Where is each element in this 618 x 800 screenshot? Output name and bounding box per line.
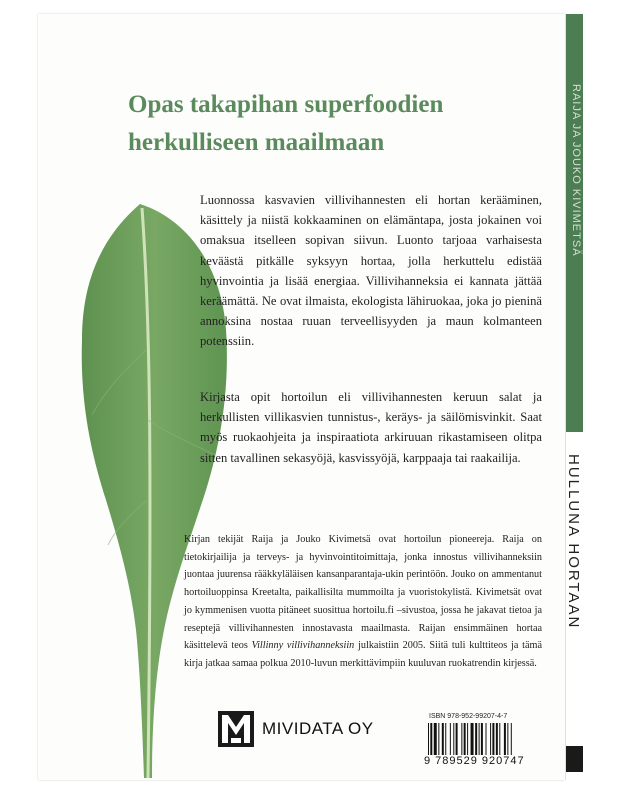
barcode-image bbox=[426, 723, 540, 755]
author-bio-text: Kirjan tekijät Raija ja Jouko Kivimetsä ovat hortoilun pioneereja. Raija on tietokirjailija ja terveys- ja hyvinvointitoimittaja, jonka innostus villivihanneksiin juontaa juurensa rääkkyläläisen kansanparantaja-ukin perintöön. Jouko on ammentanut hortoiluoppinsa Kreetalta, paikallisilta mummoilta ja vuoristokylistä. Kivimetsät ovat jo kymmenisen vuotta pitäneet suosittua hortoilu.fi –sivustoa, jossa he jakavat tietoa ja reseptejä villivihannesten innostavasta maailmasta. Raijan ensimmäinen hortaa käsittelevä teos bbox=[184, 534, 542, 652]
description-paragraph-1: Luonnossa kasvavien villivihannesten eli hortan kerääminen, käsittely ja niistä kokkaaminen on elämäntapa, josta jokainen voi omaksua itselleen sopivan siivun. Luonto tarjoaa varhaisesta keväästä pitkälle syksyyn hortaa, jolla herkuttelu edistää hyvinvointia ja lisää energiaa. Villivihanneksia ei kannata jättää keräämättä. Ne ovat ilmaista, ekologista lähiruokaa, joka jo pieninä annoksina nostaa ruuan terveellisyyden ja maun kolmanteen potenssiin. bbox=[200, 193, 542, 349]
author-bio-book-title: Villinny villivihanneksiin bbox=[251, 640, 355, 652]
barcode-digits: 9 789529 920747 bbox=[424, 755, 525, 767]
publisher bbox=[218, 711, 374, 747]
headline bbox=[128, 86, 443, 162]
headline-line-1: Opas takapihan superfoodien bbox=[128, 91, 444, 118]
mividata-logo-icon bbox=[218, 711, 254, 747]
book-spine bbox=[565, 14, 583, 780]
author-bio-text-end: julkaistiin 2005. Siitä tuli kulttiteos ja tämä kirja jatkaa samaa polkua 2010-luvun merkittävimpiin kuuluvan ruokatrendin kirjessä. bbox=[184, 640, 542, 669]
isbn-label: ISBN 978-952-99207-4-7 bbox=[429, 713, 508, 720]
headline-line-2: herkulliseen maailmaan bbox=[128, 129, 385, 156]
spine-author-text: RAIJA JA JOUKO KIVIMETSÄ bbox=[570, 84, 582, 257]
publisher-name: MIVIDATA OY bbox=[262, 719, 374, 738]
description-paragraph-2: Kirjasta opit hortoilun eli villivihannesten keruun salat ja herkullisten villikasvien tunnistus-, keräys- ja säilömisvinkit. Saat myös ruokaohjeita ja inspiraatiota arkiruuan rikastamiseen olitpa sitten tavallinen sekasyöjä, kasvissyöjä, karppaaja tai raakailija. bbox=[200, 390, 542, 465]
author-bio bbox=[184, 531, 542, 673]
spine-publisher-logo-icon bbox=[566, 746, 583, 772]
spine-title: HULLUNA HORTAAN bbox=[565, 454, 582, 630]
